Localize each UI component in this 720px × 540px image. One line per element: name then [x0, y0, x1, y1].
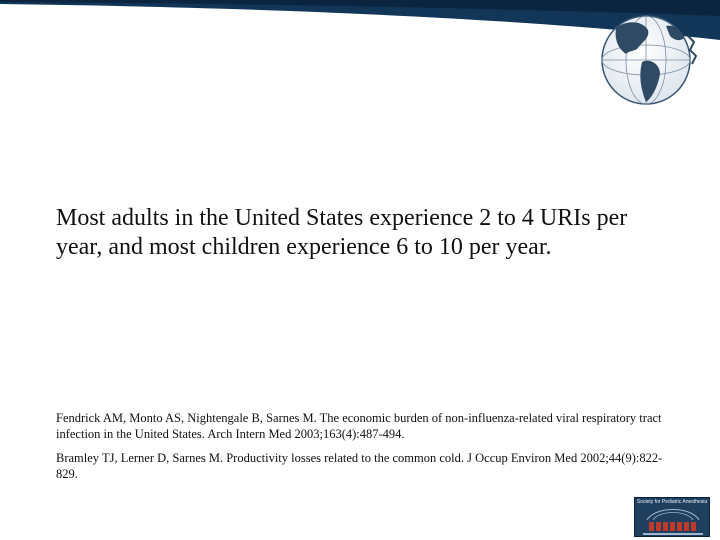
logo-caption: Society for Pediatric Anesthesia	[636, 499, 708, 505]
slide-main-text: Most adults in the United States experience 2 to 4 URIs per year, and most children experience 6 to 10 per year.	[56, 205, 628, 260]
reference-1: Fendrick AM, Monto AS, Nightengale B, Sarnes M. The economic burden of non-influenza-related viral respiratory tract infection in the United States. Arch Intern Med 2003;163(4):487-494.	[56, 411, 662, 441]
globe-icon	[590, 6, 706, 114]
reference-2: Bramley TJ, Lerner D, Sarnes M. Productivity losses related to the common cold. J Occup Environ Med 2002;44(9):822-829.	[56, 451, 663, 481]
organization-logo	[634, 497, 710, 537]
